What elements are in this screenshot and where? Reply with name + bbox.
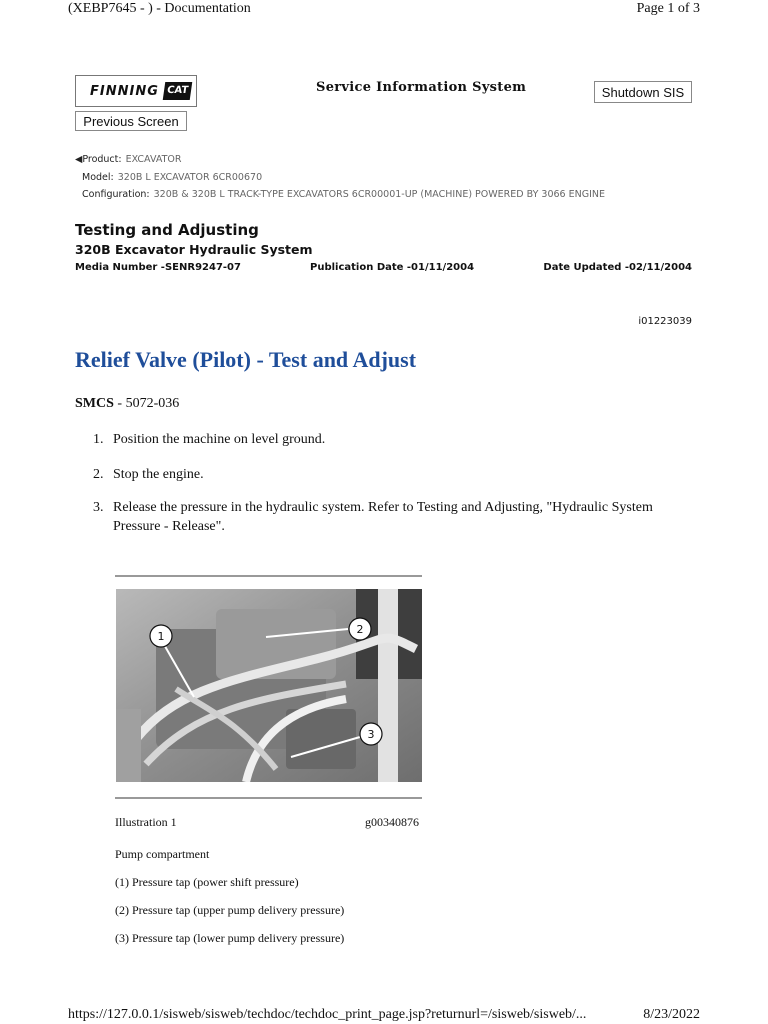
illustration-bottom-rule <box>115 797 422 799</box>
legend-item: (3) Pressure tap (lower pump delivery pressure) <box>115 931 345 945</box>
back-arrow-icon[interactable]: ◀ <box>75 154 83 165</box>
date-updated: Date Updated -02/11/2004 <box>543 262 692 273</box>
meta-model <box>82 172 262 183</box>
doc-title: Testing and Adjusting <box>75 221 259 239</box>
meta-configuration <box>82 189 605 200</box>
list-item <box>93 498 693 536</box>
meta-product <box>75 154 181 165</box>
shutdown-sis-button[interactable]: Shutdown SIS <box>594 81 692 103</box>
callout-2-label: 2 <box>356 623 364 636</box>
list-item <box>93 430 693 449</box>
step-number: 2. <box>93 467 104 482</box>
publication-date: Publication Date -01/11/2004 <box>310 262 475 273</box>
config-key: Configuration: <box>82 189 150 200</box>
previous-screen-button[interactable]: Previous Screen <box>75 111 187 131</box>
config-value: 320B & 320B L TRACK-TYPE EXCAVATORS 6CR00001-UP (MACHINE) POWERED BY 3066 ENGINE <box>153 189 605 200</box>
step-number: 3. <box>93 500 104 515</box>
footer-url: https://127.0.0.1/sisweb/sisweb/techdoc/techdoc_print_page.jsp?returnurl=/sisweb/sisweb/... <box>68 1007 587 1022</box>
pump-compartment-photo <box>116 589 422 782</box>
finning-logo-text: FINNING <box>90 83 159 99</box>
smcs-label: SMCS <box>75 396 114 411</box>
callout-3 <box>360 723 382 745</box>
page-indicator: Page 1 of 3 <box>636 1 700 16</box>
list-item <box>93 465 693 484</box>
product-value: EXCAVATOR <box>125 154 182 165</box>
step-text: Position the machine on level ground. <box>113 432 326 447</box>
illustration-label: Illustration 1 <box>115 815 177 829</box>
legend-item: (2) Pressure tap (upper pump delivery pressure) <box>115 903 345 917</box>
smcs-value: - 5072-036 <box>113 396 180 411</box>
doc-id: i01223039 <box>638 316 692 327</box>
model-key: Model: <box>82 172 114 183</box>
step-number: 1. <box>93 432 104 447</box>
media-number: Media Number -SENR9247-07 <box>75 262 241 273</box>
doc-subtitle: 320B Excavator Hydraulic System <box>75 242 313 257</box>
illustration-top-rule <box>115 575 422 577</box>
smcs-line <box>75 396 179 412</box>
callout-1 <box>150 625 172 647</box>
print-header-title: (XEBP7645 - ) - Documentation <box>68 1 251 16</box>
legend-item: (1) Pressure tap (power shift pressure) <box>115 875 299 889</box>
product-key: Product: <box>82 154 122 165</box>
legend-title: Pump compartment <box>115 847 210 861</box>
steps-list <box>93 430 693 552</box>
illustration-code: g00340876 <box>365 815 419 829</box>
cat-logo-badge: CAT <box>163 82 193 100</box>
footer-date: 8/23/2022 <box>643 1007 700 1022</box>
callout-3-label: 3 <box>367 728 375 741</box>
sis-title: Service Information System <box>316 80 527 95</box>
photo-frame-post <box>378 589 398 782</box>
step-text: Release the pressure in the hydraulic system. Refer to Testing and Adjusting, "Hydraulic System Pressure - Release". <box>113 500 653 534</box>
photo-bracket <box>116 709 141 782</box>
step-text: Stop the engine. <box>113 467 204 482</box>
model-value: 320B L EXCAVATOR 6CR00670 <box>117 172 263 183</box>
callout-1-label: 1 <box>157 630 165 643</box>
callout-2 <box>349 618 371 640</box>
finning-cat-logo <box>75 75 197 107</box>
page-heading: Relief Valve (Pilot) - Test and Adjust <box>75 347 417 372</box>
